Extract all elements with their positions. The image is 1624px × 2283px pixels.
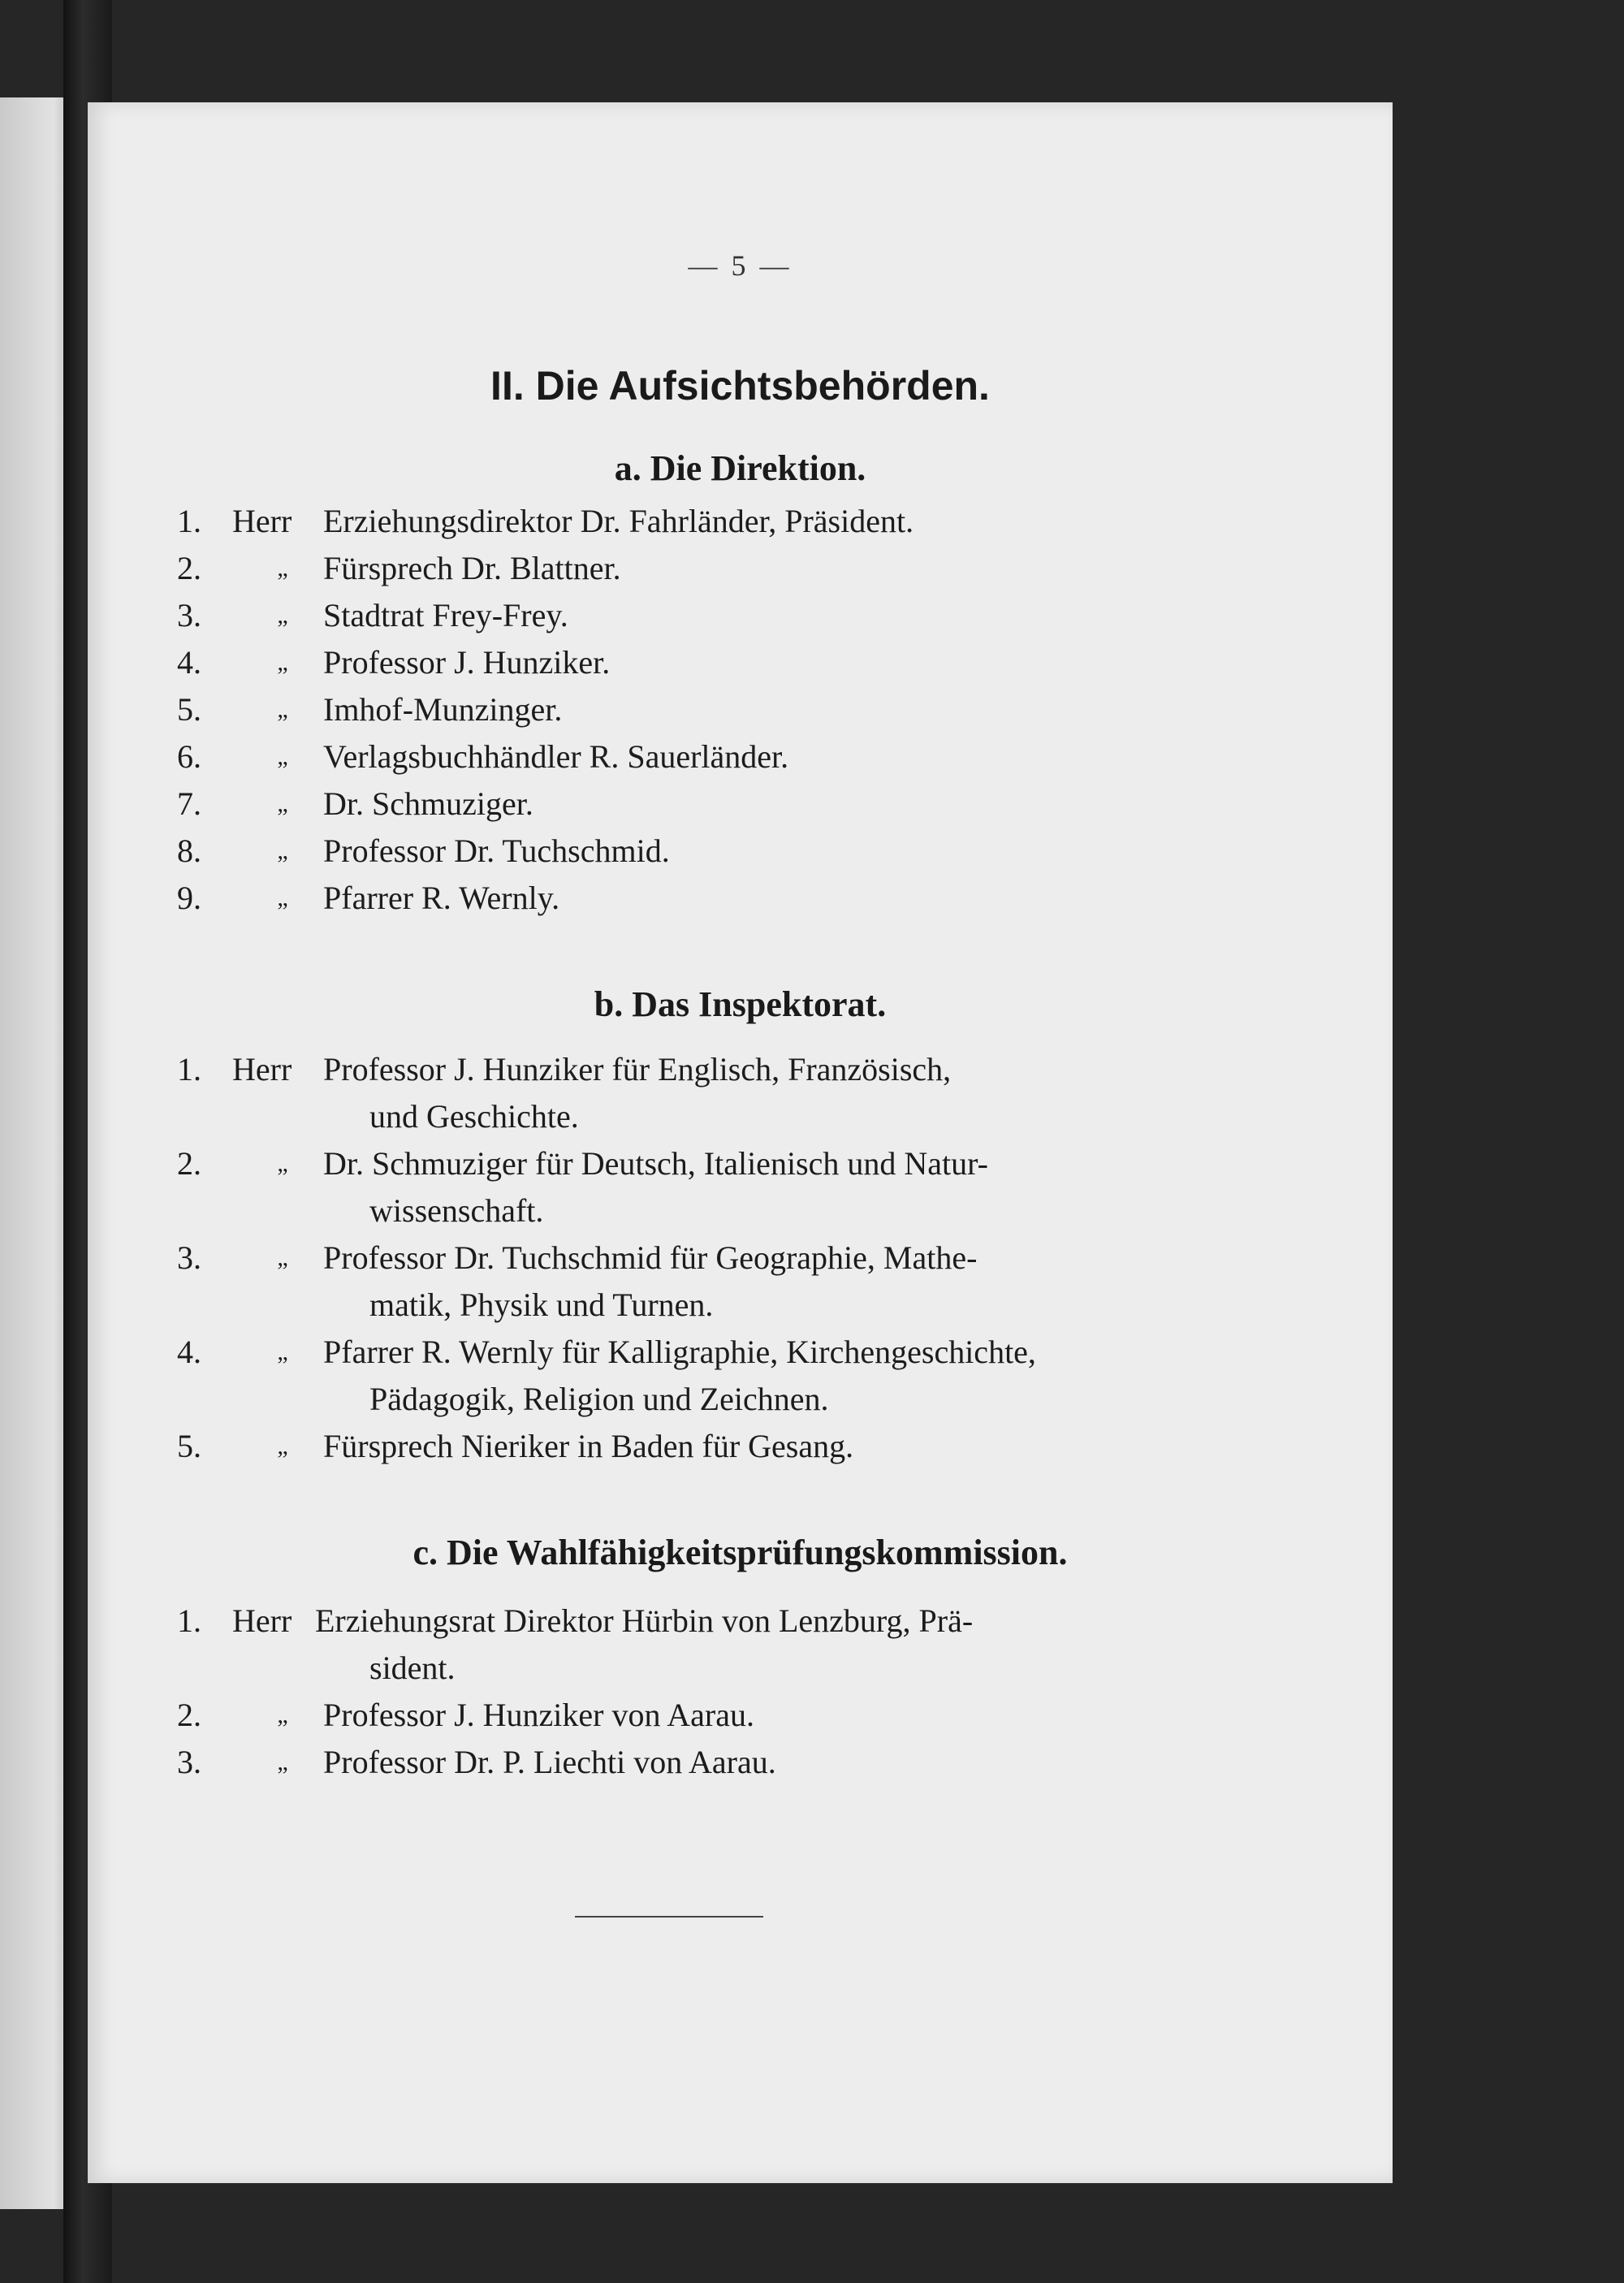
section-heading-inspektorat: b. Das Inspektorat. <box>594 984 887 1024</box>
document-page <box>88 102 1393 2183</box>
item-number: 4. <box>177 644 201 681</box>
item-continuation: und Geschichte. <box>369 1098 579 1135</box>
section-heading-kommission: c. Die Wahlfähigkeitsprüfungskommission. <box>412 1533 1068 1572</box>
ditto-mark: „ <box>277 884 288 911</box>
ditto-mark: „ <box>277 1244 288 1271</box>
list-item <box>88 545 1393 592</box>
ditto-mark: „ <box>277 649 288 676</box>
list-item <box>88 780 1393 828</box>
ditto-mark: „ <box>277 1338 288 1365</box>
item-number: 3. <box>177 1744 201 1780</box>
item-text: Professor Dr. Tuchschmid für Geographie, Mathe- <box>323 1239 978 1276</box>
section-heading-direktion: a. Die Direktion. <box>614 448 866 488</box>
item-number: 6. <box>177 738 201 775</box>
item-text: Stadtrat Frey-Frey. <box>323 597 568 633</box>
list-item-continuation <box>88 1376 1393 1423</box>
item-text: Professor J. Hunziker. <box>323 644 611 681</box>
list-item <box>88 828 1393 875</box>
item-number: 2. <box>177 1697 201 1733</box>
list-item <box>88 592 1393 639</box>
item-number: 7. <box>177 785 201 822</box>
item-text: Fürsprech Nieriker in Baden für Gesang. <box>323 1428 854 1464</box>
item-text: Professor Dr. Tuchschmid. <box>323 832 670 869</box>
item-text: Verlagsbuchhändler R. Sauerländer. <box>323 738 789 775</box>
item-number: 4. <box>177 1334 201 1370</box>
item-text: Professor J. Hunziker von Aarau. <box>323 1697 754 1733</box>
list-item-continuation <box>88 1282 1393 1329</box>
list-item-continuation <box>88 1093 1393 1140</box>
item-continuation: matik, Physik und Turnen. <box>369 1286 714 1323</box>
item-number: 1. <box>177 1051 201 1087</box>
item-text: Dr. Schmuziger. <box>323 785 533 822</box>
item-text: Professor Dr. P. Liechti von Aarau. <box>323 1744 776 1780</box>
item-text: Dr. Schmuziger für Deutsch, Italienisch und Natur- <box>323 1145 988 1182</box>
item-title: Herr <box>232 1051 292 1087</box>
item-number: 5. <box>177 691 201 728</box>
list-item <box>88 1140 1393 1187</box>
ditto-mark: „ <box>277 837 288 864</box>
item-title: Herr <box>232 503 292 539</box>
ditto-mark: „ <box>277 790 288 817</box>
list-item <box>88 1329 1393 1376</box>
item-number: 2. <box>177 1145 201 1182</box>
ditto-mark: „ <box>277 1150 288 1177</box>
item-text: Pfarrer R. Wernly. <box>323 880 560 916</box>
item-text: Fürsprech Dr. Blattner. <box>323 550 621 586</box>
ditto-mark: „ <box>277 602 288 629</box>
list-item <box>88 1739 1393 1786</box>
ditto-mark: „ <box>277 555 288 582</box>
item-number: 3. <box>177 1239 201 1276</box>
list-item-continuation <box>88 1187 1393 1234</box>
list-item <box>88 498 1393 545</box>
ditto-mark: „ <box>277 1701 288 1728</box>
list-item <box>88 1234 1393 1282</box>
item-text: Imhof-Munzinger. <box>323 691 563 728</box>
list-item-continuation <box>88 1645 1393 1692</box>
item-number: 5. <box>177 1428 201 1464</box>
item-continuation: Pädagogik, Religion und Zeichnen. <box>369 1381 829 1417</box>
item-number: 1. <box>177 503 201 539</box>
ditto-mark: „ <box>277 743 288 770</box>
item-text: Erziehungsdirektor Dr. Fahrländer, Präsident. <box>323 503 914 539</box>
list-item <box>88 686 1393 733</box>
ditto-mark: „ <box>277 1433 288 1459</box>
item-text: Erziehungsrat Direktor Hürbin von Lenzburg, Prä- <box>315 1602 974 1639</box>
list-item <box>88 1423 1393 1470</box>
ditto-mark: „ <box>277 1749 288 1775</box>
page-number: — 5 — <box>688 249 793 282</box>
main-heading: II. Die Aufsichtsbehörden. <box>490 363 990 409</box>
list-item <box>88 1692 1393 1739</box>
ditto-mark: „ <box>277 696 288 723</box>
list-item <box>88 639 1393 686</box>
list-item <box>88 1598 1393 1645</box>
item-text: Professor J. Hunziker für Englisch, Französisch, <box>323 1051 952 1087</box>
section-divider <box>575 1916 763 1918</box>
item-continuation: wissenschaft. <box>369 1192 544 1229</box>
item-number: 3. <box>177 597 201 633</box>
list-item <box>88 875 1393 922</box>
item-title: Herr <box>232 1602 292 1639</box>
list-item <box>88 733 1393 780</box>
item-number: 2. <box>177 550 201 586</box>
item-number: 8. <box>177 832 201 869</box>
item-number: 1. <box>177 1602 201 1639</box>
item-number: 9. <box>177 880 201 916</box>
list-item <box>88 1046 1393 1093</box>
item-continuation: sident. <box>369 1650 456 1686</box>
item-text: Pfarrer R. Wernly für Kalligraphie, Kirchengeschichte, <box>323 1334 1036 1370</box>
